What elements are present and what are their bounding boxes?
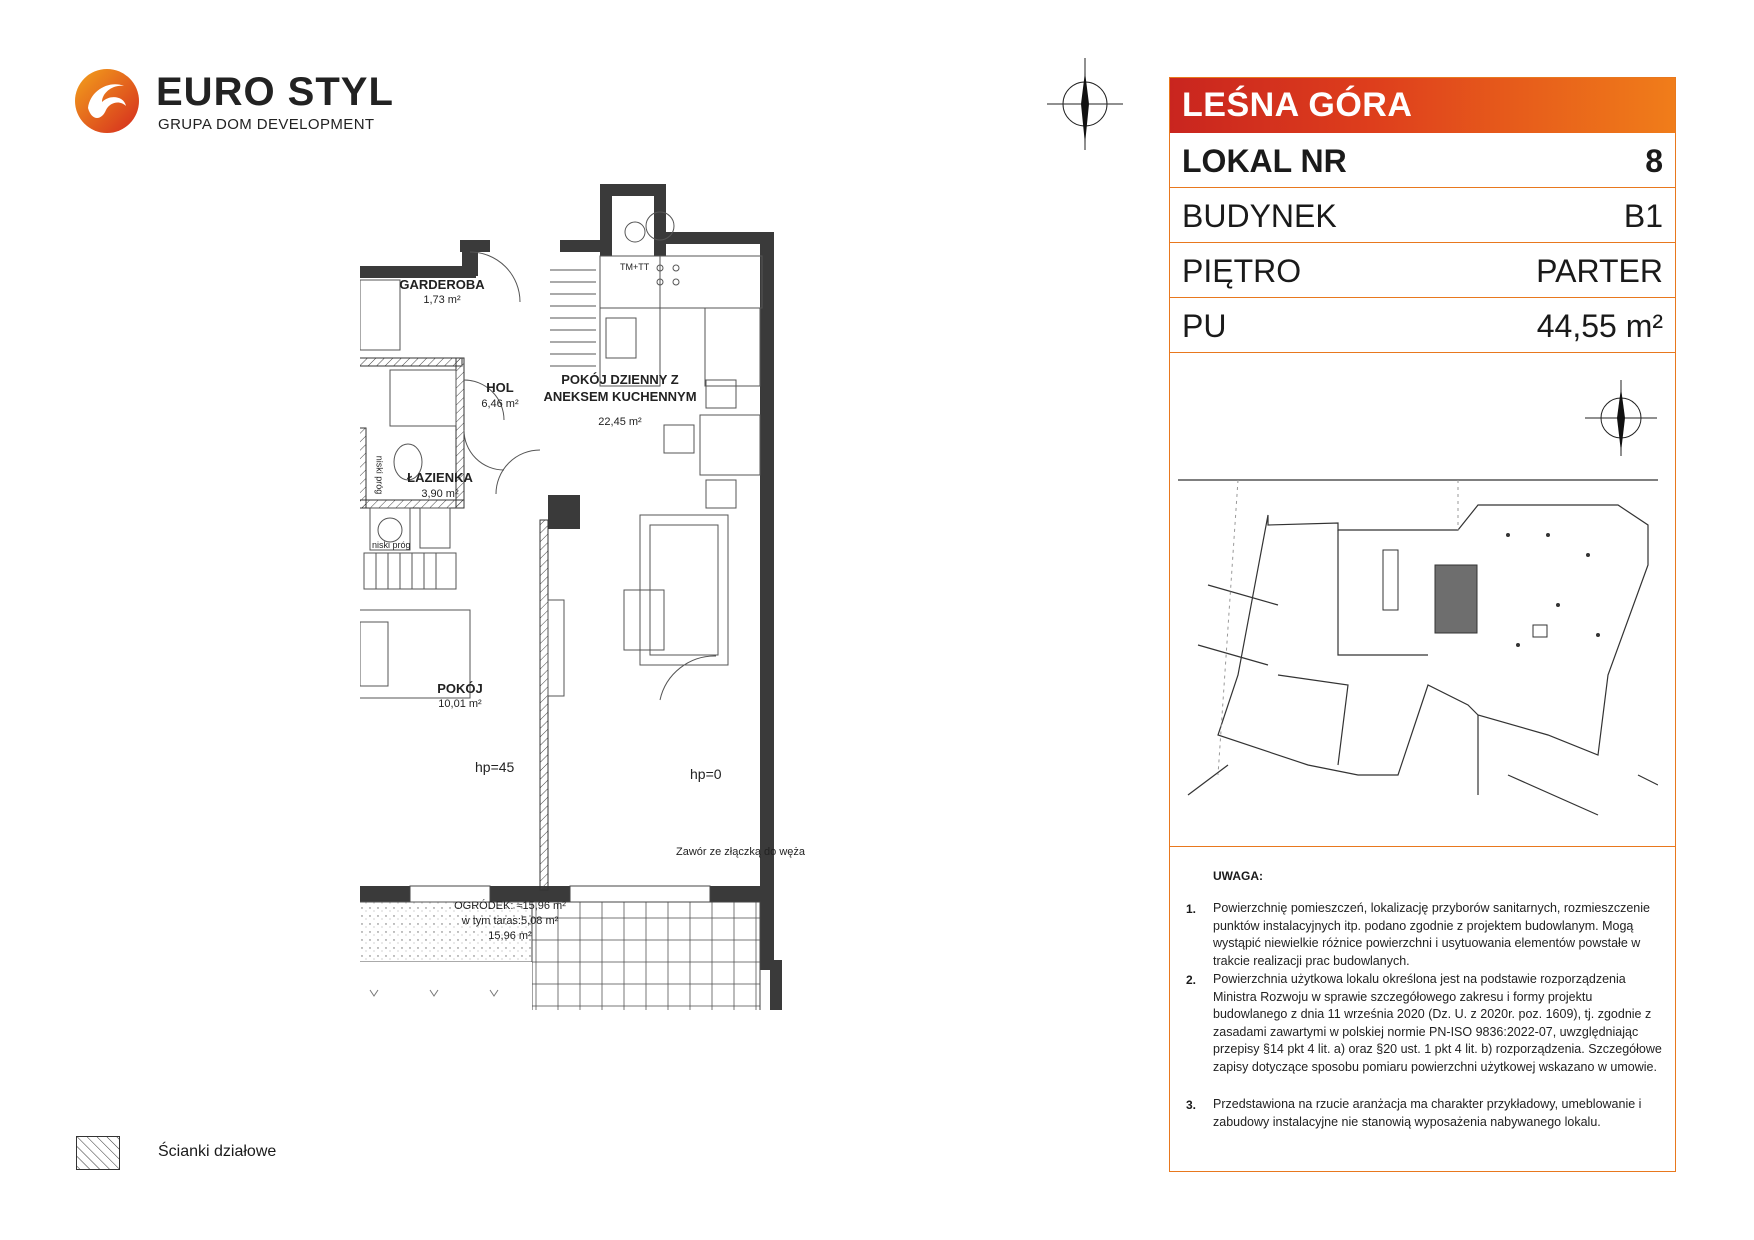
low-sill-note-2: niski próg [374,455,385,495]
room-label-hol: HOL [486,380,514,395]
info-label: LOKAL NR [1182,143,1347,179]
partition-wall-legend-icon [76,1136,120,1170]
room-area-living: 22,45 m² [598,416,642,428]
room-area-pokoj: 10,01 m² [438,698,482,710]
info-value: 8 [1645,143,1663,179]
note-number: 3. [1186,1098,1197,1112]
info-label: PU [1182,308,1227,344]
info-value: B1 [1623,198,1663,234]
brand-logo [74,68,394,140]
valve-note: Zawór ze złączką do węża [676,846,805,858]
brand-name: EURO STYL [156,70,394,114]
note-text: Przedstawiona na rzucie aranżacja ma charakter przykładowy, umeblowanie i zabudowy instalacyjne nie stanowią wyposażenia nabywanego lokalu. [1213,1097,1642,1129]
project-title: LEŚNA GÓRA [1182,86,1413,124]
room-label-pokoj: POKÓJ [437,681,483,696]
floor-plan [360,170,880,1010]
room-area-lazienka: 3,90 m² [421,488,459,500]
note-number: 1. [1186,902,1197,916]
note-text: Powierzchnię pomieszczeń, lokalizację przyborów sanitarnych, rozmieszczenie punktów instalacyjnych itp. podano zgodnie z projektem budowlanym. Mogą wystąpić niewielkie różnice powierzchni i usytuowania elementów powstałe w trakcie realizacji prac budowlanych. [1213,901,1650,968]
note-number: 2. [1186,973,1197,987]
sill-height-note: hp=45 [475,759,515,775]
logo-mark-icon [74,68,140,134]
garden-label: OGRÓDEK: ≈15,96 m² [454,900,566,912]
info-row-budynek [1170,188,1675,243]
note-text: Powierzchnia użytkowa lokalu określona jest na podstawie rozporządzenia Ministra Rozwoju w sprawie szczegółowego zakresu i formy projektu budowlanego z dnia 11 września 2020 (Dz. U. z 2020r. poz. 1609), tj. zgodnie z zasadami zawartymi w polskiej normie PN-ISO 9836:2022-07, uwzględniając przepisy §14 pkt 4 lit. a) oraz §20 ust. 1 pkt 4 lit. b) rozporządzenia. Szczegółowe zapisy dotyczące sposobu pomiaru powierzchni użytkowej wskazano w umowie. [1213,972,1662,1074]
info-label: BUDYNEK [1182,198,1337,234]
low-sill-note: niski próg [372,540,411,550]
room-label-garderoba: GARDEROBA [399,277,485,292]
info-row-pietro [1170,243,1675,298]
room-area-garderoba: 1,73 m² [423,294,461,306]
legend-label: Ścianki działowe [158,1143,277,1160]
garden-area: 15,96 m² [488,930,532,942]
compass-north-icon [1045,58,1125,150]
compass-north-icon-small [1583,380,1659,456]
info-row-pu [1170,298,1675,353]
room-label-living: POKÓJ DZIENNY Z [561,372,679,387]
project-header [1170,78,1675,133]
room-label-living-line2: ANEKSEM KUCHENNYM [543,389,697,404]
brand-subtitle: GRUPA DOM DEVELOPMENT [158,116,375,133]
info-value: PARTER [1536,253,1663,289]
garden-terrace: w tym taras:5,08 m² [461,915,559,927]
room-area-hol: 6,46 m² [481,398,519,410]
sill-height-note-2: hp=0 [690,766,722,782]
meter-note: TM+TT [620,262,650,272]
info-value: 44,55 m² [1536,308,1663,344]
info-row-lokal [1170,133,1675,188]
info-label: PIĘTRO [1182,253,1302,289]
room-label-lazienka: ŁAZIENKA [407,470,473,485]
notes-title: UWAGA: [1213,869,1263,883]
site-plan-map [1178,475,1658,820]
notes-separator [1169,846,1676,847]
